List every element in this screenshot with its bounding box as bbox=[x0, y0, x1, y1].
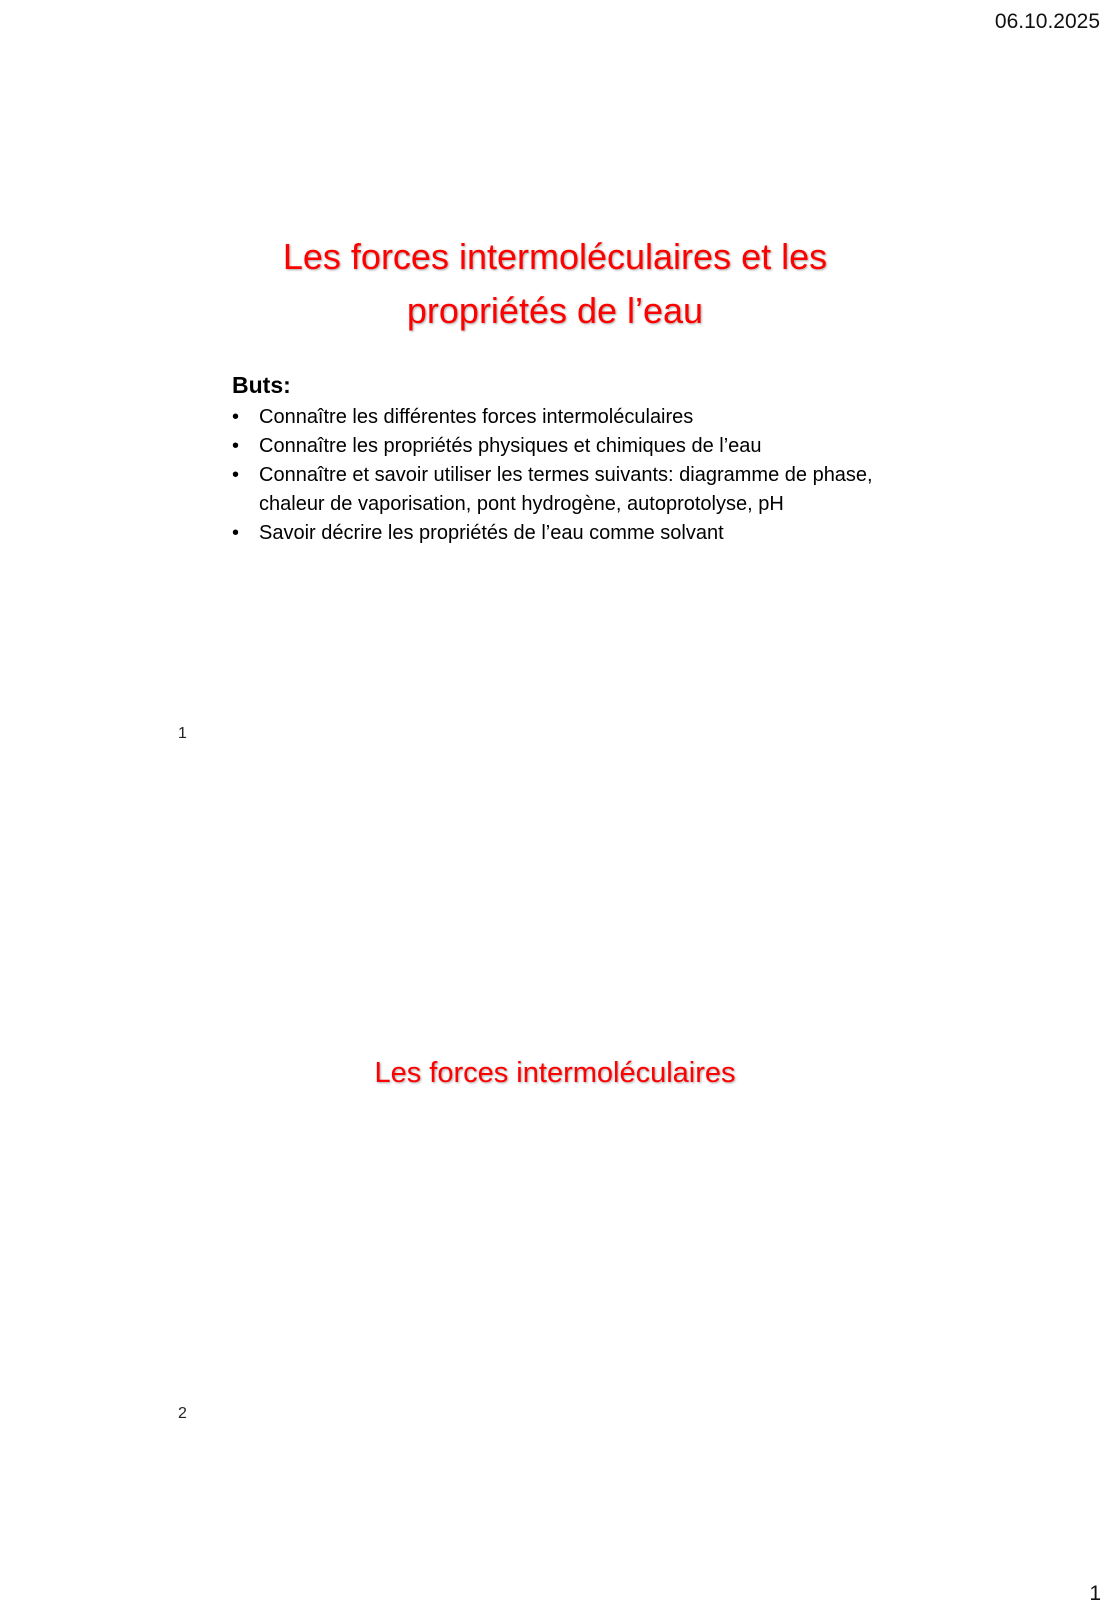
slide-2-number: 2 bbox=[178, 1405, 187, 1422]
goal-item: • Savoir décrire les propriétés de l’eau comme solvant bbox=[232, 519, 912, 548]
slide-1 bbox=[170, 210, 940, 770]
goal-item: • Connaître les propriétés physiques et chimiques de l’eau bbox=[232, 432, 912, 461]
slide-1-title bbox=[170, 230, 940, 338]
slide-1-number: 1 bbox=[178, 725, 187, 742]
page-number: 1 bbox=[1089, 1582, 1101, 1605]
goal-item: • Connaître les différentes forces intermoléculaires bbox=[232, 403, 912, 432]
goals-heading: Buts: bbox=[232, 372, 291, 398]
print-date: 06.10.2025 bbox=[994, 10, 1100, 33]
goal-item: • Connaître et savoir utiliser les termes suivants: diagramme de phase, chaleur de vaporisation, pont hydrogène, autoprotolyse, pH bbox=[232, 461, 912, 519]
slide-1-title-line-1: Les forces intermoléculaires et les bbox=[282, 236, 828, 277]
goals-block bbox=[232, 372, 912, 548]
slide-2-title: Les forces intermoléculaires bbox=[374, 1057, 736, 1089]
slide-2 bbox=[170, 900, 940, 1480]
goals-list bbox=[232, 403, 912, 548]
slide-1-title-line-2: propriétés de l’eau bbox=[406, 290, 704, 331]
